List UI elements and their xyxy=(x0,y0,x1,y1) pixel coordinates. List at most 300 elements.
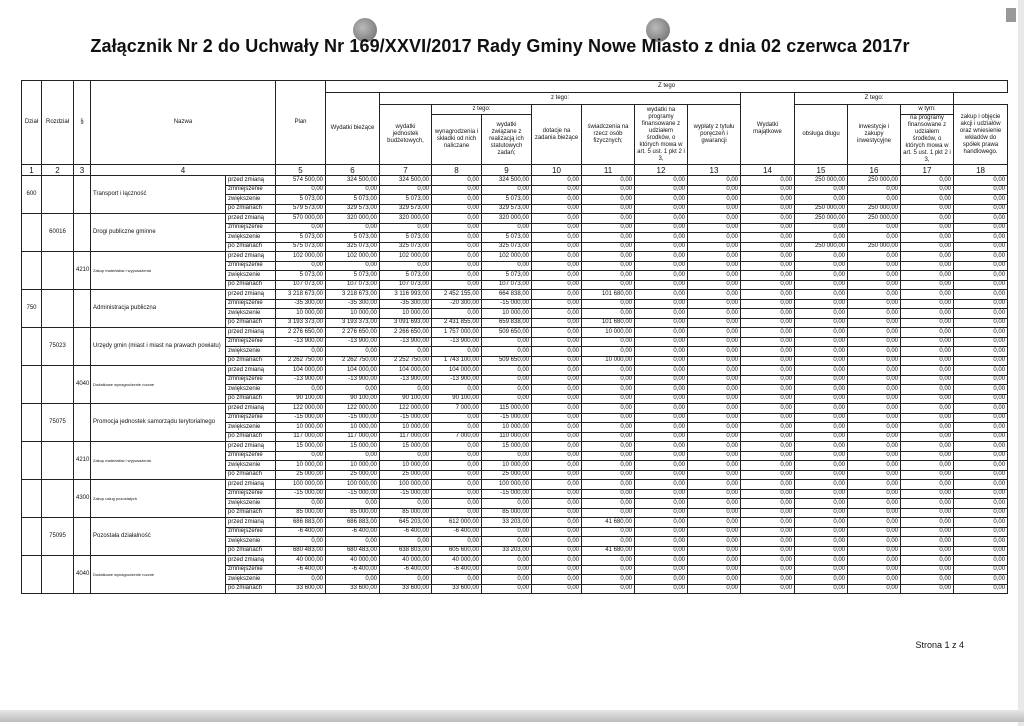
amount-cell: -13 900,00 xyxy=(276,337,326,347)
amount-cell: 0,00 xyxy=(635,480,688,490)
change-type-label: zmniejszenie xyxy=(226,451,276,461)
amount-cell: 0,00 xyxy=(635,518,688,528)
table-row xyxy=(22,366,1008,376)
paragraph-cell xyxy=(74,518,91,556)
amount-cell: 0,00 xyxy=(326,385,380,395)
amount-cell: 0,00 xyxy=(741,442,795,452)
change-type-label: przed zmianą xyxy=(226,176,276,186)
amount-cell: 0,00 xyxy=(432,451,482,461)
amount-cell: 0,00 xyxy=(741,195,795,205)
amount-cell: 0,00 xyxy=(954,451,1008,461)
amount-cell: 0,00 xyxy=(326,347,380,357)
amount-cell: 5 073,00 xyxy=(482,233,532,243)
amount-cell: 0,00 xyxy=(482,375,532,385)
amount-cell: 0,00 xyxy=(688,461,741,471)
amount-cell: 0,00 xyxy=(532,584,582,594)
amount-cell: 0,00 xyxy=(795,432,848,442)
amount-cell: 102 000,00 xyxy=(326,252,380,262)
change-type-label: po zmianach xyxy=(226,432,276,442)
amount-cell: 0,00 xyxy=(954,537,1008,547)
amount-cell: 0,00 xyxy=(432,252,482,262)
amount-cell: 0,00 xyxy=(795,508,848,518)
amount-cell: 2 262 750,00 xyxy=(276,356,326,366)
amount-cell: 0,00 xyxy=(848,508,901,518)
header-z-tego-biezace: z tego: xyxy=(380,93,741,105)
amount-cell: 0,00 xyxy=(635,584,688,594)
amount-cell: -35 300,00 xyxy=(326,299,380,309)
amount-cell: 85 000,00 xyxy=(326,508,380,518)
amount-cell: 0,00 xyxy=(582,442,635,452)
amount-cell: 0,00 xyxy=(582,242,635,252)
amount-cell: 0,00 xyxy=(432,575,482,585)
amount-cell: 0,00 xyxy=(901,290,954,300)
paragraph-cell: 4040 xyxy=(74,556,91,594)
amount-cell: 0,00 xyxy=(688,252,741,262)
column-number: 4 xyxy=(91,165,276,176)
dzial-cell xyxy=(22,518,42,556)
amount-cell: 0,00 xyxy=(688,280,741,290)
change-type-label: przed zmianą xyxy=(226,556,276,566)
amount-cell: 0,00 xyxy=(848,233,901,243)
amount-cell: 0,00 xyxy=(582,271,635,281)
amount-cell: 0,00 xyxy=(582,489,635,499)
name-cell: Zakup materiałów i wyposażenia xyxy=(91,442,226,480)
amount-cell: 325 073,00 xyxy=(326,242,380,252)
amount-cell: 0,00 xyxy=(635,242,688,252)
amount-cell: 0,00 xyxy=(954,318,1008,328)
amount-cell: 0,00 xyxy=(954,176,1008,186)
amount-cell: 250 000,00 xyxy=(795,176,848,186)
amount-cell: 0,00 xyxy=(482,223,532,233)
amount-cell: 0,00 xyxy=(954,499,1008,509)
amount-cell: 10 000,00 xyxy=(482,423,532,433)
amount-cell: 509 650,00 xyxy=(482,328,532,338)
amount-cell: 0,00 xyxy=(482,337,532,347)
rozdzial-cell xyxy=(42,442,74,480)
dzial-cell xyxy=(22,442,42,480)
amount-cell: 0,00 xyxy=(901,565,954,575)
amount-cell: 0,00 xyxy=(741,299,795,309)
amount-cell: 0,00 xyxy=(326,261,380,271)
paragraph-cell xyxy=(74,290,91,328)
amount-cell: 0,00 xyxy=(432,242,482,252)
amount-cell: 0,00 xyxy=(688,423,741,433)
header-wydatki-jednostek: wydatki jednostek budżetowych, xyxy=(380,105,432,165)
change-type-label: przed zmianą xyxy=(226,366,276,376)
amount-cell: 90 100,00 xyxy=(380,394,432,404)
amount-cell: 0,00 xyxy=(532,261,582,271)
amount-cell: 0,00 xyxy=(635,575,688,585)
amount-cell: 122 000,00 xyxy=(380,404,432,414)
amount-cell: 0,00 xyxy=(954,442,1008,452)
amount-cell: -6 400,00 xyxy=(432,565,482,575)
column-number: 9 xyxy=(482,165,532,176)
amount-cell: 579 573,00 xyxy=(276,204,326,214)
amount-cell: 0,00 xyxy=(482,565,532,575)
amount-cell: 122 000,00 xyxy=(276,404,326,414)
header-wydatki-majatkowe: Wydatki majątkowe xyxy=(741,93,795,165)
amount-cell: 0,00 xyxy=(741,527,795,537)
amount-cell: 0,00 xyxy=(582,480,635,490)
amount-cell: 0,00 xyxy=(848,328,901,338)
header-swiadczenia: świadczenia na rzecz osób fizycznych; xyxy=(582,105,635,165)
amount-cell: 100 000,00 xyxy=(482,480,532,490)
amount-cell: 0,00 xyxy=(688,489,741,499)
amount-cell: 10 000,00 xyxy=(380,423,432,433)
amount-cell: 0,00 xyxy=(532,204,582,214)
amount-cell: 5 073,00 xyxy=(326,233,380,243)
rozdzial-cell: 75075 xyxy=(42,404,74,442)
amount-cell: 0,00 xyxy=(901,299,954,309)
amount-cell: 0,00 xyxy=(848,309,901,319)
name-cell: Administracja publiczna xyxy=(91,290,226,328)
amount-cell: 0,00 xyxy=(532,385,582,395)
amount-cell: 605 600,00 xyxy=(432,546,482,556)
amount-cell: 0,00 xyxy=(901,347,954,357)
amount-cell: 0,00 xyxy=(582,337,635,347)
amount-cell: 0,00 xyxy=(795,280,848,290)
amount-cell: 90 100,00 xyxy=(276,394,326,404)
amount-cell: 0,00 xyxy=(582,584,635,594)
amount-cell: 686 883,00 xyxy=(326,518,380,528)
amount-cell: 0,00 xyxy=(276,499,326,509)
header-z-tego-majatkowe: Z tego: xyxy=(795,93,954,105)
amount-cell: 324 500,00 xyxy=(326,176,380,186)
amount-cell: 0,00 xyxy=(954,432,1008,442)
amount-cell: 0,00 xyxy=(326,451,380,461)
amount-cell: 0,00 xyxy=(848,461,901,471)
column-number: 5 xyxy=(276,165,326,176)
amount-cell: 0,00 xyxy=(326,185,380,195)
amount-cell: 0,00 xyxy=(901,575,954,585)
amount-cell: 0,00 xyxy=(532,299,582,309)
amount-cell: 0,00 xyxy=(582,185,635,195)
amount-cell: 0,00 xyxy=(848,356,901,366)
amount-cell: 0,00 xyxy=(582,375,635,385)
amount-cell: 101 680,00 xyxy=(582,318,635,328)
amount-cell: 0,00 xyxy=(741,451,795,461)
amount-cell: 3 091 693,00 xyxy=(380,318,432,328)
amount-cell: 0,00 xyxy=(532,366,582,376)
amount-cell: 0,00 xyxy=(954,546,1008,556)
amount-cell: 0,00 xyxy=(795,337,848,347)
amount-cell: 0,00 xyxy=(532,575,582,585)
amount-cell: 0,00 xyxy=(582,537,635,547)
amount-cell: 638 803,00 xyxy=(380,546,432,556)
amount-cell: 0,00 xyxy=(635,546,688,556)
table-row xyxy=(22,404,1008,414)
amount-cell: 0,00 xyxy=(795,546,848,556)
change-type-label: po zmianach xyxy=(226,470,276,480)
amount-cell: 0,00 xyxy=(741,223,795,233)
amount-cell: 0,00 xyxy=(848,280,901,290)
amount-cell: 0,00 xyxy=(901,584,954,594)
amount-cell: 0,00 xyxy=(741,423,795,433)
amount-cell: 0,00 xyxy=(635,252,688,262)
amount-cell: 0,00 xyxy=(432,204,482,214)
amount-cell: 10 000,00 xyxy=(326,423,380,433)
amount-cell: 15 000,00 xyxy=(326,442,380,452)
amount-cell: 0,00 xyxy=(532,394,582,404)
amount-cell: 0,00 xyxy=(795,233,848,243)
header-inwestycje: inwestycje i zakupy inwestycyjne xyxy=(848,105,901,165)
amount-cell: 0,00 xyxy=(432,185,482,195)
amount-cell: 0,00 xyxy=(380,575,432,585)
amount-cell: 574 500,00 xyxy=(276,176,326,186)
amount-cell: 0,00 xyxy=(954,195,1008,205)
amount-cell: 0,00 xyxy=(326,575,380,585)
amount-cell: 0,00 xyxy=(635,527,688,537)
amount-cell: 0,00 xyxy=(795,195,848,205)
dzial-cell xyxy=(22,214,42,252)
change-type-label: przed zmianą xyxy=(226,518,276,528)
amount-cell: 5 073,00 xyxy=(276,195,326,205)
amount-cell: 0,00 xyxy=(901,527,954,537)
change-type-label: zwiększenie xyxy=(226,499,276,509)
change-type-label: zmniejszenie xyxy=(226,261,276,271)
change-type-label: przed zmianą xyxy=(226,252,276,262)
rozdzial-cell xyxy=(42,252,74,290)
table-row xyxy=(22,176,1008,186)
amount-cell: 0,00 xyxy=(635,385,688,395)
amount-cell: 0,00 xyxy=(635,214,688,224)
header-nazwa: Nazwa xyxy=(91,81,276,165)
name-cell: Dodatkowe wynagrodzenie roczne xyxy=(91,366,226,404)
change-type-label: zmniejszenie xyxy=(226,337,276,347)
amount-cell: 0,00 xyxy=(741,271,795,281)
amount-cell: 5 073,00 xyxy=(326,195,380,205)
change-type-label: zwiększenie xyxy=(226,233,276,243)
amount-cell: 2 262 750,00 xyxy=(326,356,380,366)
amount-cell: 0,00 xyxy=(532,499,582,509)
amount-cell: 0,00 xyxy=(848,470,901,480)
amount-cell: 0,00 xyxy=(901,470,954,480)
amount-cell: 0,00 xyxy=(582,527,635,537)
page-number: Strona 1 z 4 xyxy=(915,640,964,650)
change-type-label: po zmianach xyxy=(226,204,276,214)
amount-cell: 0,00 xyxy=(848,185,901,195)
amount-cell: 0,00 xyxy=(276,223,326,233)
change-type-label: po zmianach xyxy=(226,394,276,404)
amount-cell: 0,00 xyxy=(532,432,582,442)
amount-cell: 0,00 xyxy=(848,584,901,594)
amount-cell: 0,00 xyxy=(532,423,582,433)
amount-cell: 320 000,00 xyxy=(326,214,380,224)
amount-cell: 0,00 xyxy=(582,252,635,262)
amount-cell: 0,00 xyxy=(741,404,795,414)
amount-cell: 2 431 855,00 xyxy=(432,318,482,328)
amount-cell: 90 100,00 xyxy=(432,394,482,404)
amount-cell: 0,00 xyxy=(954,556,1008,566)
amount-cell: 0,00 xyxy=(582,366,635,376)
amount-cell: 0,00 xyxy=(954,223,1008,233)
amount-cell: 0,00 xyxy=(848,527,901,537)
amount-cell: 0,00 xyxy=(848,480,901,490)
amount-cell: 0,00 xyxy=(380,385,432,395)
amount-cell: 0,00 xyxy=(954,584,1008,594)
table-row xyxy=(22,328,1008,338)
amount-cell: 320 000,00 xyxy=(380,214,432,224)
amount-cell: -15 000,00 xyxy=(276,489,326,499)
amount-cell: 0,00 xyxy=(741,290,795,300)
change-type-label: zmniejszenie xyxy=(226,413,276,423)
amount-cell: 0,00 xyxy=(635,204,688,214)
amount-cell: 0,00 xyxy=(532,280,582,290)
change-type-label: zwiększenie xyxy=(226,271,276,281)
dzial-cell xyxy=(22,252,42,290)
amount-cell: 0,00 xyxy=(482,537,532,547)
amount-cell: 250 000,00 xyxy=(848,214,901,224)
name-cell: Promocja jednostek samorządu terytorialnego xyxy=(91,404,226,442)
header-z-tego-top: Z tego xyxy=(326,81,1008,93)
column-number: 1 xyxy=(22,165,42,176)
amount-cell: 0,00 xyxy=(741,461,795,471)
amount-cell: 0,00 xyxy=(532,442,582,452)
amount-cell: 0,00 xyxy=(901,328,954,338)
amount-cell: 0,00 xyxy=(635,556,688,566)
dzial-cell xyxy=(22,366,42,404)
header-paragraph: § xyxy=(74,81,91,165)
amount-cell: 0,00 xyxy=(582,347,635,357)
amount-cell: 0,00 xyxy=(741,489,795,499)
amount-cell: 41 680,00 xyxy=(582,546,635,556)
amount-cell: 0,00 xyxy=(635,432,688,442)
paragraph-cell: 4210 xyxy=(74,252,91,290)
paragraph-cell xyxy=(74,404,91,442)
amount-cell: 0,00 xyxy=(688,556,741,566)
amount-cell: 0,00 xyxy=(432,233,482,243)
amount-cell: 0,00 xyxy=(688,375,741,385)
amount-cell: 0,00 xyxy=(532,233,582,243)
amount-cell: 0,00 xyxy=(795,318,848,328)
amount-cell: 0,00 xyxy=(795,309,848,319)
amount-cell: 0,00 xyxy=(848,432,901,442)
amount-cell: 0,00 xyxy=(582,432,635,442)
amount-cell: 0,00 xyxy=(688,299,741,309)
amount-cell: 0,00 xyxy=(482,584,532,594)
amount-cell: 33 203,00 xyxy=(482,518,532,528)
amount-cell: 0,00 xyxy=(901,537,954,547)
amount-cell: 0,00 xyxy=(741,309,795,319)
amount-cell: 0,00 xyxy=(795,470,848,480)
amount-cell: -6 400,00 xyxy=(276,527,326,537)
amount-cell: 0,00 xyxy=(954,385,1008,395)
amount-cell: 0,00 xyxy=(635,442,688,452)
amount-cell: 0,00 xyxy=(795,404,848,414)
amount-cell: 40 000,00 xyxy=(276,556,326,566)
amount-cell: 0,00 xyxy=(901,451,954,461)
amount-cell: 0,00 xyxy=(635,328,688,338)
change-type-label: po zmianach xyxy=(226,584,276,594)
amount-cell: 0,00 xyxy=(954,489,1008,499)
change-type-label: zmniejszenie xyxy=(226,299,276,309)
amount-cell: -6 400,00 xyxy=(380,565,432,575)
amount-cell: 0,00 xyxy=(582,499,635,509)
amount-cell: 0,00 xyxy=(741,375,795,385)
name-cell: Drogi publiczne gminne xyxy=(91,214,226,252)
amount-cell: 0,00 xyxy=(532,480,582,490)
amount-cell: 570 000,00 xyxy=(276,214,326,224)
amount-cell: 0,00 xyxy=(795,356,848,366)
amount-cell: 0,00 xyxy=(741,470,795,480)
amount-cell: 0,00 xyxy=(688,442,741,452)
amount-cell: 0,00 xyxy=(532,375,582,385)
amount-cell: 0,00 xyxy=(901,432,954,442)
header-wydatki-statutowe: wydatki związane z realizacją ich statutowych zadań; xyxy=(482,115,532,165)
amount-cell: 0,00 xyxy=(741,575,795,585)
amount-cell: 104 000,00 xyxy=(380,366,432,376)
column-number: 11 xyxy=(582,165,635,176)
amount-cell: 0,00 xyxy=(795,527,848,537)
amount-cell: 0,00 xyxy=(954,280,1008,290)
amount-cell: 0,00 xyxy=(741,366,795,376)
amount-cell: 0,00 xyxy=(688,347,741,357)
amount-cell: 0,00 xyxy=(954,413,1008,423)
amount-cell: 0,00 xyxy=(688,527,741,537)
amount-cell: 0,00 xyxy=(741,280,795,290)
amount-cell: 10 000,00 xyxy=(482,309,532,319)
amount-cell: 0,00 xyxy=(848,375,901,385)
amount-cell: -20 300,00 xyxy=(432,299,482,309)
rozdzial-cell: 75095 xyxy=(42,518,74,556)
change-type-label: po zmianach xyxy=(226,356,276,366)
amount-cell: -15 000,00 xyxy=(482,489,532,499)
scan-edge xyxy=(1018,0,1024,726)
amount-cell: 0,00 xyxy=(848,318,901,328)
amount-cell: 5 073,00 xyxy=(380,195,432,205)
amount-cell: 85 000,00 xyxy=(380,508,432,518)
amount-cell: 0,00 xyxy=(582,575,635,585)
amount-cell: 117 000,00 xyxy=(380,432,432,442)
amount-cell: 0,00 xyxy=(582,565,635,575)
column-number: 17 xyxy=(901,165,954,176)
amount-cell: 0,00 xyxy=(901,499,954,509)
amount-cell: 324 500,00 xyxy=(380,176,432,186)
amount-cell: 0,00 xyxy=(532,176,582,186)
amount-cell: 0,00 xyxy=(635,271,688,281)
change-type-label: przed zmianą xyxy=(226,442,276,452)
amount-cell: 0,00 xyxy=(582,423,635,433)
rozdzial-cell xyxy=(42,366,74,404)
amount-cell: 250 000,00 xyxy=(795,242,848,252)
amount-cell: 0,00 xyxy=(635,318,688,328)
amount-cell: 612 000,00 xyxy=(432,518,482,528)
amount-cell: 0,00 xyxy=(635,299,688,309)
amount-cell: 0,00 xyxy=(432,280,482,290)
amount-cell: 0,00 xyxy=(482,451,532,461)
amount-cell: 0,00 xyxy=(954,185,1008,195)
amount-cell: 0,00 xyxy=(954,328,1008,338)
amount-cell: 0,00 xyxy=(901,375,954,385)
change-type-label: po zmianach xyxy=(226,508,276,518)
amount-cell: 90 100,00 xyxy=(326,394,380,404)
amount-cell: 509 650,00 xyxy=(482,356,532,366)
table-row xyxy=(22,252,1008,262)
amount-cell: -15 000,00 xyxy=(380,489,432,499)
amount-cell: 0,00 xyxy=(688,584,741,594)
amount-cell: 0,00 xyxy=(741,185,795,195)
amount-cell: 0,00 xyxy=(741,204,795,214)
amount-cell: 0,00 xyxy=(954,527,1008,537)
amount-cell: 0,00 xyxy=(688,518,741,528)
amount-cell: 0,00 xyxy=(532,451,582,461)
rozdzial-cell xyxy=(42,290,74,328)
amount-cell: 250 000,00 xyxy=(795,204,848,214)
amount-cell: 0,00 xyxy=(432,480,482,490)
amount-cell: 664 838,00 xyxy=(482,290,532,300)
amount-cell: 0,00 xyxy=(688,185,741,195)
name-cell: Pozostała działalność xyxy=(91,518,226,556)
